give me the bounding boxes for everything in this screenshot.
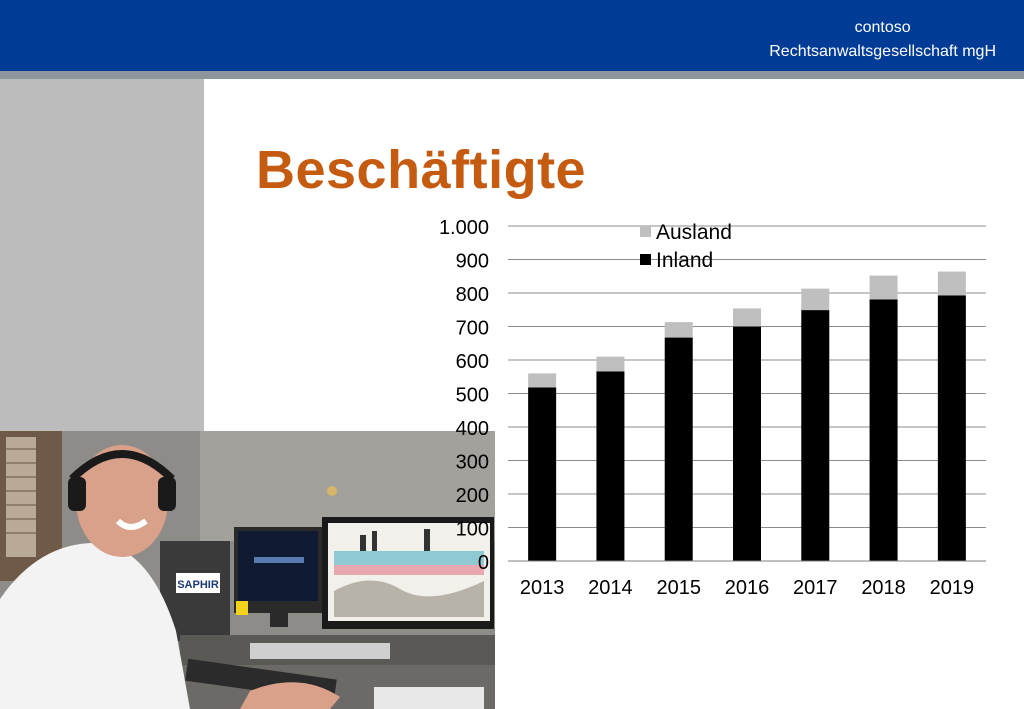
company-name-line1: contoso: [854, 19, 911, 36]
x-tick-label: 2015: [656, 577, 701, 599]
bar-ausland-2013: [528, 373, 556, 387]
bar-ausland-2016: [733, 308, 761, 326]
bar-ausland-2019: [938, 272, 966, 296]
y-tick-label: 900: [455, 250, 489, 273]
legend-label-inland: Inland: [656, 249, 714, 272]
legend-label-ausland: Ausland: [656, 221, 732, 244]
x-tick-label: 2018: [861, 577, 906, 599]
bar-inland-2016: [733, 327, 761, 562]
y-tick-label: 500: [455, 384, 489, 407]
y-tick-label: 200: [455, 485, 489, 507]
y-tick-label: 0: [477, 552, 489, 574]
legend-swatch-inland: [640, 254, 651, 265]
y-tick-label: 400: [455, 418, 489, 440]
bar-inland-2019: [938, 295, 966, 561]
bar-ausland-2017: [801, 289, 829, 310]
bar-ausland-2015: [665, 322, 693, 337]
y-tick-label: 600: [455, 351, 489, 373]
x-tick-label: 2016: [724, 577, 770, 599]
bar-inland-2017: [801, 310, 829, 561]
legend-swatch-ausland: [640, 226, 651, 237]
bar-ausland-2014: [596, 357, 624, 372]
x-tick-label: 2013: [519, 577, 565, 599]
company-name-line2: Rechtsanwaltsgesellschaft mgH: [769, 43, 996, 60]
bar-ausland-2018: [870, 276, 898, 300]
y-tick-label: 1.000: [438, 217, 489, 239]
x-tick-label: 2019: [929, 577, 975, 599]
bar-inland-2018: [870, 299, 898, 561]
bar-inland-2013: [528, 387, 556, 561]
x-tick-label: 2017: [793, 577, 838, 599]
x-tick-label: 2014: [588, 577, 633, 599]
y-tick-label: 800: [455, 284, 489, 306]
slide-title: Beschäftigte: [256, 140, 587, 200]
bar-inland-2015: [665, 338, 693, 561]
y-tick-label: 300: [455, 451, 489, 474]
bar-inland-2014: [596, 371, 624, 561]
saphir-badge-text: SAPHIR: [177, 579, 219, 591]
y-tick-label: 700: [455, 317, 489, 340]
y-tick-label: 100: [455, 518, 489, 541]
